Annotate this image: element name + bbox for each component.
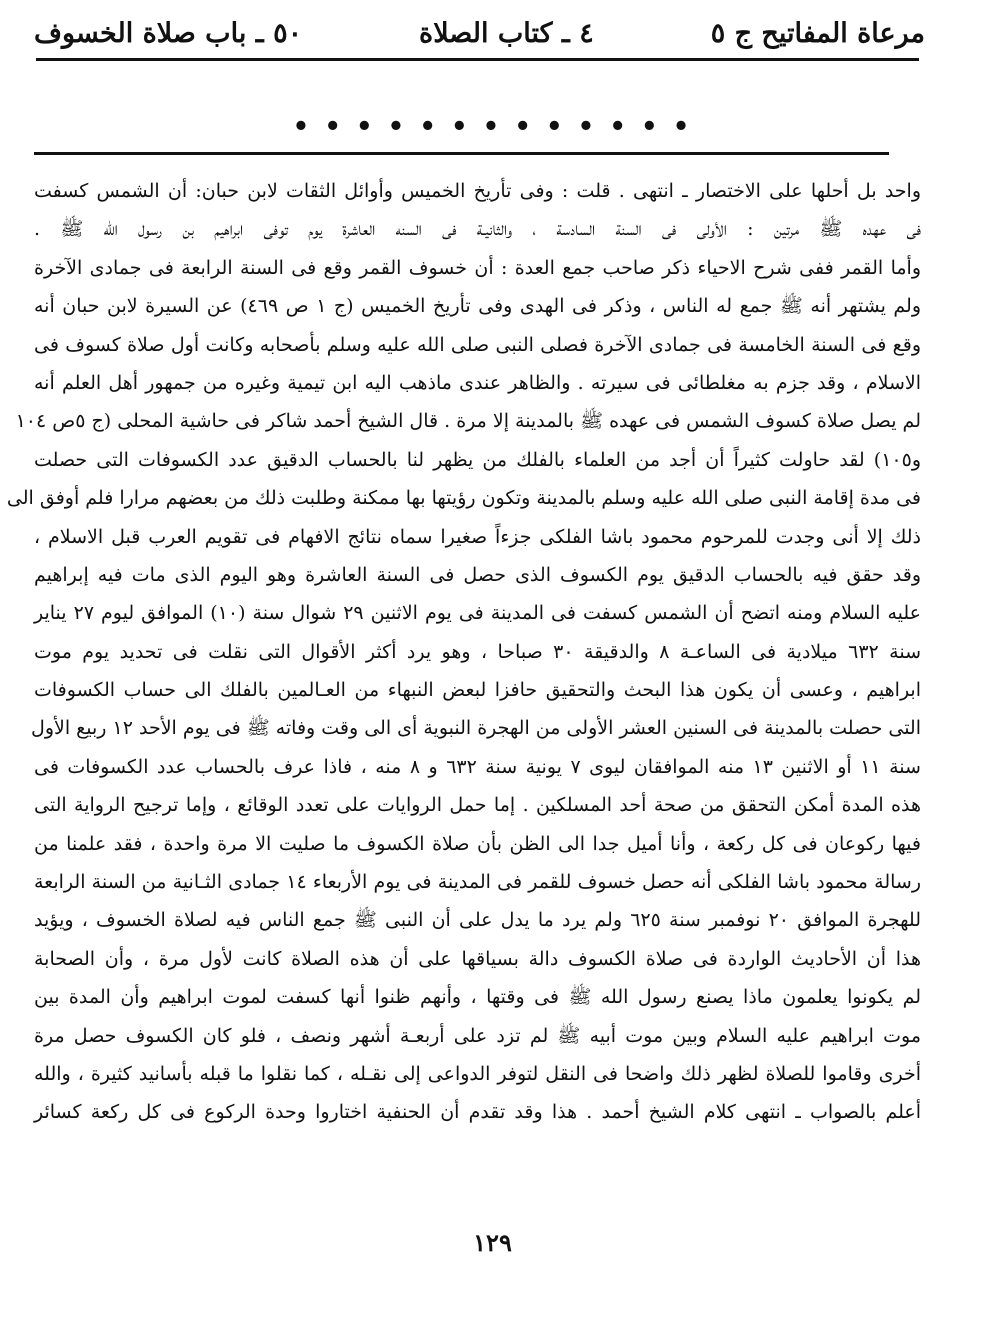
text-line: فى عهده ﷺ مرتين : الأولى فى السنة السادسة ، والثانيـة فى السنه العاشرة يوم توفى ابراهيم بن رسول الله ﷺ . [34, 218, 921, 241]
text-line: رسالة محمود باشا الفلكى أنه حصل خسوف للقمر فى المدينة فى يوم الأربعاء ١٤ جمادى الثـانية من السنة الرابعة [34, 871, 921, 894]
text-line: فيها ركوعان فى كل ركعة ، وأنا أميل جدا الى الظن بأن صلاة الكسوف ما صليت الا مرة واحدة ، فقد علمنا من [34, 832, 921, 855]
text-line: لم يكونوا يعلمون ماذا يصنع رسول الله ﷺ فى وقتها ، وأنهم ظنوا أنها كسفت لموت ابراهيم وأن المدة بين [34, 986, 921, 1009]
body-text [6, 172, 921, 1132]
header-book-title: مرعاة المفاتيح ج ٥ [710, 18, 925, 49]
text-line: هذا أن الأحاديث الواردة فى صلاة الكسوف دالة بسياقها على أن هذه الصلاة كانت لأول مرة ، وأن الصحابة [34, 947, 921, 970]
text-line: موت ابراهيم عليه السلام وبين موت أبيه ﷺ لم تزد على أربعـة أشهر ونصف ، فلو كان الكسوف حصل مرة [34, 1024, 921, 1047]
text-line: ذلك إلا أنى وجدت للمرحوم محمود باشا الفلكى جزءاً صغيرا سماه نتائج الافهام فى تقويم العرب قبل الاسلام ، [34, 525, 921, 548]
text-line: أخرى وقاموا للصلاة لظهر ذلك واضحا فى النقل لتوفر الدواعى إلى نقـله ، كما نقلوا ما قبله بأسانيد كثيرة ، والله [34, 1062, 921, 1085]
text-line: سنة ٦٣٢ ميلادية فى الساعـة ٨ والدقيقة ٣٠ صباحا ، وهو يرد أكثر الأقوال التى نقلت فى تحديد يوم موت [34, 640, 921, 663]
header-section: ٥٠ ـ باب صلاة الخسوف [34, 18, 303, 49]
text-top-rule [34, 152, 889, 155]
text-line: و١٠٥) لقد حاولت كثيراً أن أجد من العلماء بالفلك من يظهر لنا بالحساب الدقيق عدد الكسوفات التى حصلت [34, 448, 921, 471]
text-line: عليه السلام ومنه اتضح أن الشمس كسفت فى المدينة فى يوم الاثنين ٢٩ شوال سنة (١٠) الموافق ليوم ٢٧ يناير [34, 602, 921, 625]
text-line: التى حصلت بالمدينة فى السنين العشر الأولى من الهجرة النبوية أى الى وقت وفاته ﷺ فى يوم الأحد ١٢ ربيع الأول [31, 717, 921, 740]
running-header [34, 14, 925, 54]
text-line: الاسلام ، وقد جزم به مغلطائى فى سيرته . والظاهر عندى ماذهب اليه ابن تيمية وغيره من جمهور أهل العلم أنه [34, 371, 921, 394]
text-line: وقع فى السنة الخامسة فى جمادى الآخرة فصلى النبى صلى الله عليه وسلم بأصحابه وكانت أول صلاة كسوف فى [34, 333, 921, 356]
header-rule [36, 58, 919, 61]
text-line: هذه المدة أمكن التحقق من صحة أحد المسلكين . إما حمل الروايات على تعدد الوقائع ، وإما ترجيح الرواية التى [34, 794, 921, 817]
page-number: ١٢٩ [473, 1228, 512, 1257]
text-line: أعلم بالصواب ـ انتهى كلام الشيخ أحمد . هذا وقد تقدم أن الحنفية اختاروا وحدة الركوع فى كل ركعة كسائر [34, 1101, 921, 1124]
header-chapter: ٤ ـ كتاب الصلاة [419, 18, 594, 49]
text-line: سنة ١١ أو الاثنين ١٣ منه الموافقان ليوى ٧ يونية سنة ٦٣٢ و ٨ منه ، فاذا عرف بالحساب عدد الكسوفات فى [34, 755, 921, 778]
text-line: وأما القمر ففى شرح الاحياء ذكر صاحب جمع العدة : أن خسوف القمر وقع فى السنة الرابعة فى جمادى الآخرة [34, 256, 921, 279]
text-line: وقد حقق فيه بالحساب الدقيق يوم الكسوف الذى حصل فى السنة العاشرة وهو اليوم الذى مات فيه إبراهيم [34, 563, 921, 586]
text-line: للهجرة الموافق ٢٠ نوفمبر سنة ٦٢٥ ولم يرد ما يدل على أن النبى ﷺ جمع الناس فيه لصلاة الخسوف ، ويؤيد [34, 909, 921, 932]
text-line: فى مدة إقامة النبى صلى الله عليه وسلم بالمدينة وتكون رؤيتها بها ممكنة وطلبت ذلك من بعضهم مرارا فلم أوفق الى [6, 487, 921, 510]
text-line: ولم يشتهر أنه ﷺ جمع له الناس ، وذكر فى الهدى وفى تأريخ الخميس (ج ١ ص ٤٦٩) عن السيرة لابن حبان أنه [34, 295, 921, 318]
section-divider-dots: • • • • • • • • • • • • • [292, 112, 693, 142]
text-line: واحد بل أحلها على الاختصار ـ انتهى . قلت : وفى تأريخ الخميس وأوائل الثقات لابن حبان: أن الشمس كسفت [34, 180, 921, 202]
text-line: ابراهيم ، وعسى أن يكون هذا البحث والتحقيق حافزا لبعض النبهاء من العـالمين بالفلك الى حساب الكسوفات [34, 679, 921, 702]
text-line: لم يصل صلاة كسوف الشمس فى عهده ﷺ بالمدينة إلا مرة . قال الشيخ أحمد شاكر فى حاشية المحلى (ج ٥ص ١٠٤ [15, 410, 921, 433]
